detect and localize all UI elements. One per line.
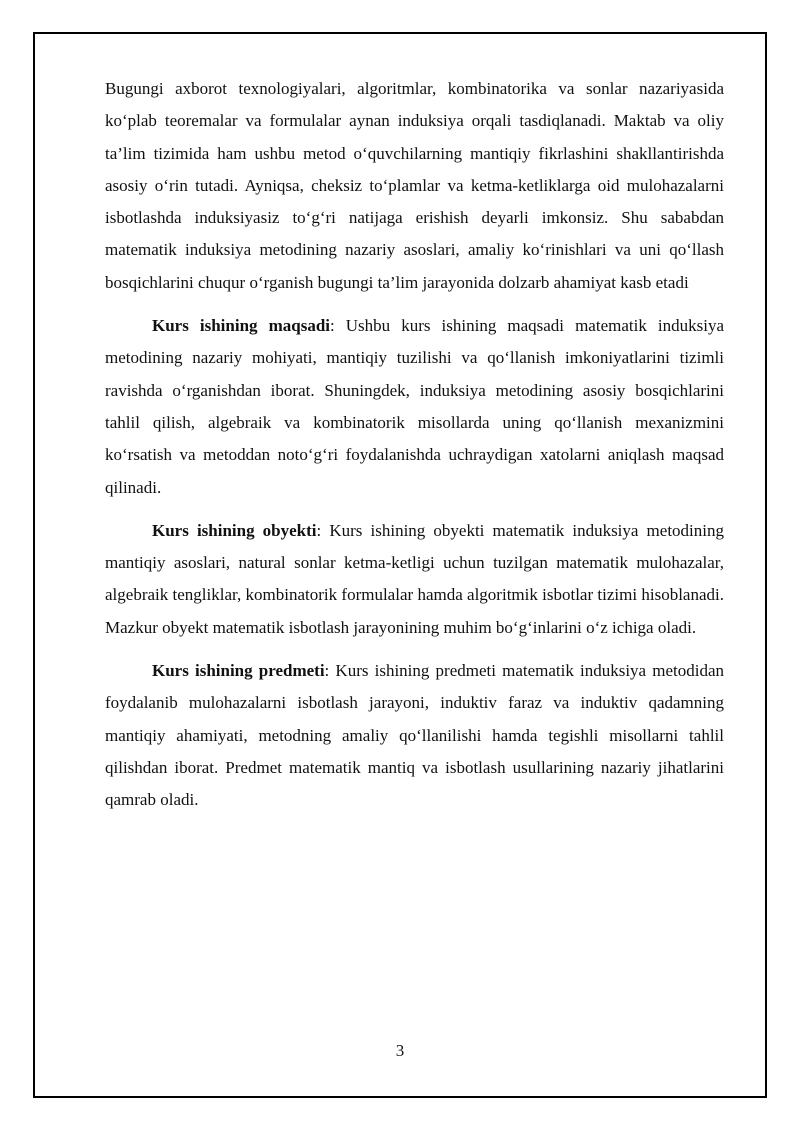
heading-separator: : xyxy=(316,520,330,540)
paragraph-subject xyxy=(105,655,724,816)
paragraph-object xyxy=(105,515,724,644)
document-body xyxy=(105,73,724,828)
paragraph-heading: Kurs ishining obyekti xyxy=(152,520,317,540)
paragraph-introduction xyxy=(105,73,724,299)
paragraph-heading: Kurs ishining maqsadi xyxy=(152,316,330,336)
paragraph-text: Bugungi axborot texnologiyalari, algoritmlar, kombinatorika va sonlar nazariyasida ko‘plab teoremalar va formulalar aynan induksiya orqali tasdiqlanadi. Maktab va oliy ta’lim tizimida ham ushbu metod o‘quvchilarning mantiqiy fikrlashini shakllantirishda asosiy o‘rin tutadi. Ayniqsa, cheksiz to‘plamlar va ketma-ketliklarga oid mulohazalarni isbotlashda induksiyasiz to‘g‘ri natijaga erishish deyarli imkonsiz. Shu sababdan matematik induksiya metodining nazariy asoslari, amaliy ko‘rinishlari va uni qo‘llash bosqichlarini chuqur o‘rganish bugungi ta’lim jarayonida dolzarb ahamiyat kasb etadi xyxy=(105,79,724,292)
paragraph-text: Ushbu kurs ishining maqsadi matematik induksiya metodining nazariy mohiyati, mantiqiy tuzilishi va qo‘llanish imkoniyatlarini tizimli ravishda o‘rganishdan iborat. Shuningdek, induksiya metodining asosiy bosqichlarini tahlil qilish, algebraik va kombinatorik misollarda uning qo‘llanish mexanizmini ko‘rsatish va metoddan noto‘g‘ri foydalanishda uchraydigan xatolarni aniqlash maqsad qilinadi. xyxy=(105,316,724,497)
page-number: 3 xyxy=(395,1041,405,1060)
heading-separator: : xyxy=(324,661,336,681)
paragraph-goal xyxy=(105,310,724,504)
paragraph-text: Kurs ishining obyekti matematik induksiya metodining mantiqiy asoslari, natural sonlar ketma-ketligi uchun tuzilgan matematik mulohazalar, algebraik tengliklar, kombinatorik formulalar hamda algoritmik isbotlar tizimi hisoblanadi. Mazkur obyekt matematik isbotlash jarayonining muhim bo‘g‘inlarini o‘z ichiga oladi. xyxy=(105,520,724,637)
paragraph-text: Kurs ishining predmeti matematik induksiya metodidan foydalanib mulohazalarni isbotlash jarayoni, induktiv faraz va induktiv qadamning mantiqiy ahamiyati, metodning amaliy qo‘llanilishi hamda tegishli misollarni tahlil qilishdan iborat. Predmet matematik mantiq va isbotlash usullarining nazariy jihatlarini qamrab oladi. xyxy=(105,661,724,810)
heading-separator: : xyxy=(330,316,346,336)
paragraph-heading: Kurs ishining predmeti xyxy=(152,661,325,681)
